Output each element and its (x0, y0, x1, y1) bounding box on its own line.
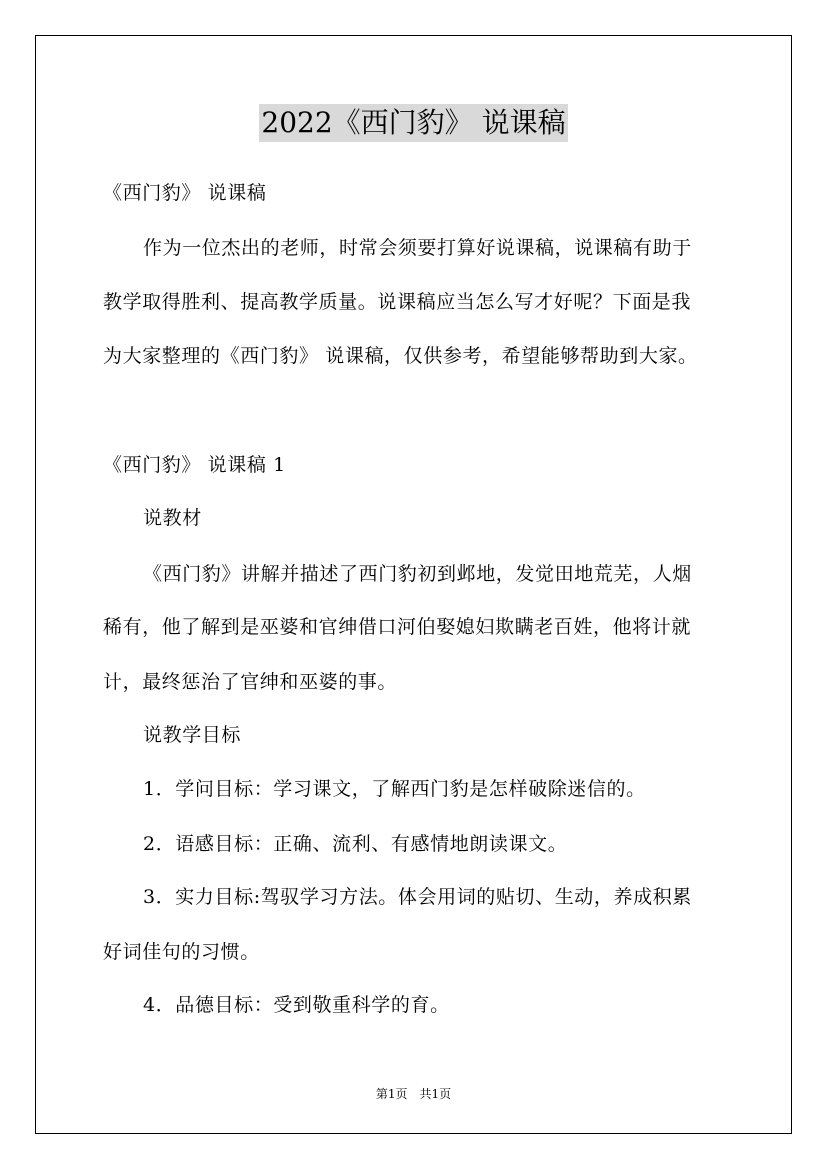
goal-3-line-2: 好词佳句的习惯。 (103, 941, 260, 963)
page-footer: 第1页 共1页 (375, 1087, 452, 1101)
heading-1: 《西门豹》 说课稿 (103, 182, 267, 204)
material-line-2: 稀有，他了解到是巫婆和官绅借口河伯娶媳妇欺瞒老百姓，他将计就 (103, 616, 692, 638)
intro-line-1: 作为一位杰出的老师，时常会须要打算好说课稿，说课稿有助于 (143, 237, 692, 259)
goal-3-line-1: 3．实力目标:驾驭学习方法。体会用词的贴切、生动，养成积累 (143, 886, 692, 908)
section-goals-heading: 说教学目标 (143, 724, 242, 746)
intro-line-2: 教学取得胜利、提高教学质量。说课稿应当怎么写才好呢？下面是我 (103, 291, 692, 313)
material-line-1: 《西门豹》讲解并描述了西门豹初到邺地，发觉田地荒芜，人烟 (143, 563, 692, 585)
goal-2: 2．语感目标：正确、流利、有感情地朗读课文。 (143, 833, 568, 855)
heading-2: 《西门豹》 说课稿 1 (103, 454, 286, 476)
intro-line-3: 为大家整理的《西门豹》 说课稿，仅供参考，希望能够帮助到大家。 (103, 345, 698, 367)
material-line-3: 计，最终惩治了官绅和巫婆的事。 (103, 671, 398, 693)
section-material-heading: 说教材 (143, 507, 202, 529)
goal-1: 1．学问目标：学习课文，了解西门豹是怎样破除迷信的。 (143, 778, 646, 800)
document-title: 2022《西门豹》 说课稿 (259, 104, 567, 142)
goal-4: 4．品德目标：受到敬重科学的育。 (143, 994, 450, 1016)
title-wrap (0, 104, 827, 142)
